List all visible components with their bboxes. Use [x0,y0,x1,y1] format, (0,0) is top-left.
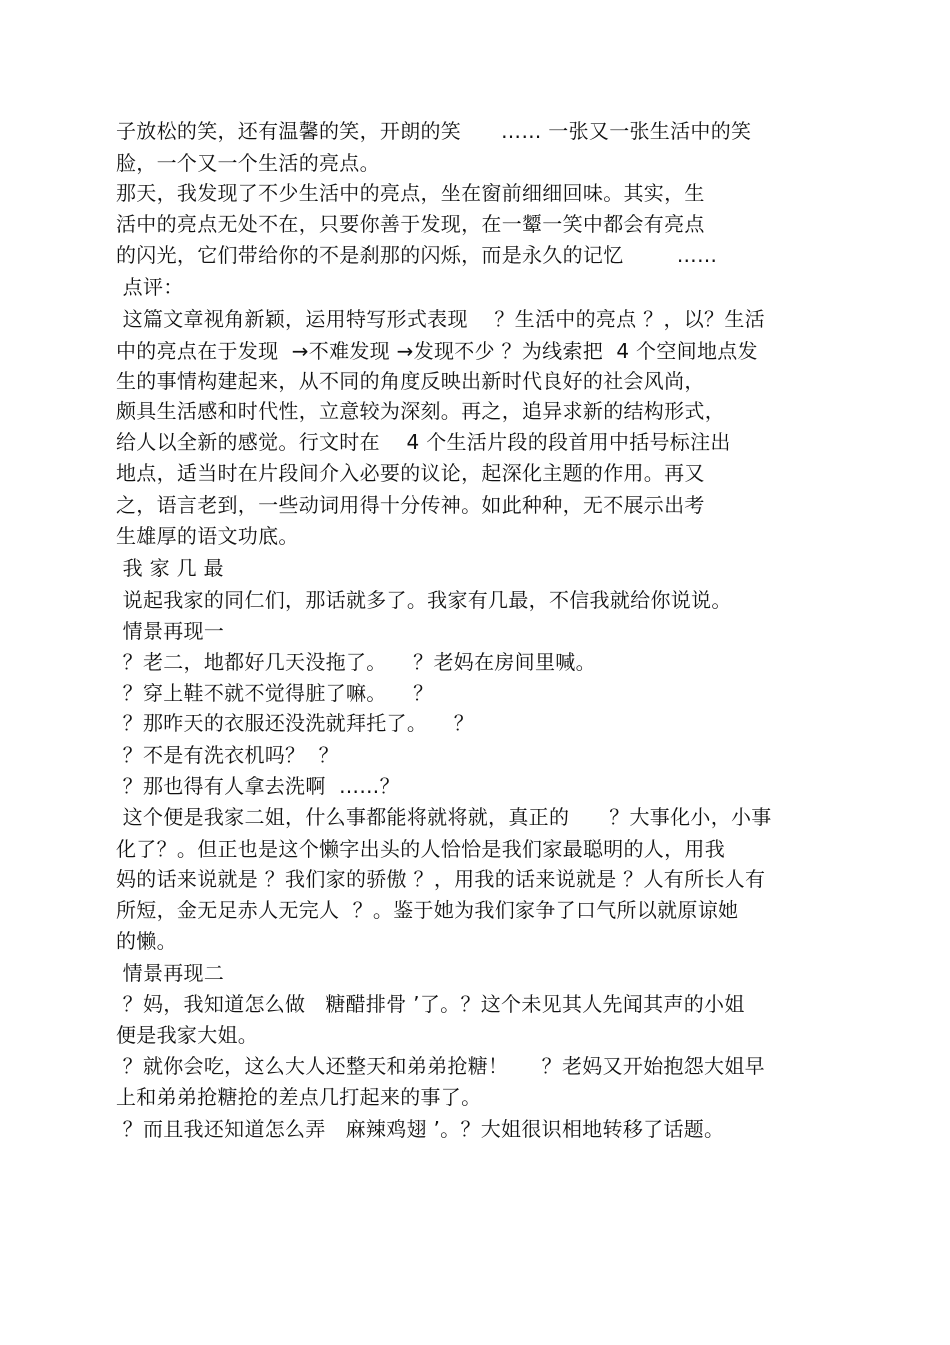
text-line: 所短，金无足赤人无完人 ？。鉴于她为我们家争了口气所以就原谅她 [116,898,739,922]
text-line: ？而且我还知道怎么弄 麻辣鸡翅 ’。？大姐很识相地转移了话题。 [116,1117,725,1141]
text-line: 子放松的笑，还有温馨的笑，开朗的笑 …… 一张又一张生活中的笑 [116,119,752,143]
text-line: 的闪光，它们带给你的不是刹那的闪烁，而是永久的记忆 …… [116,243,718,267]
section-heading: 情景再现一 [116,619,225,643]
text-line: 这个便是我家二姐，什么事都能将就将就，真正的 ？大事化小，小事 [116,805,772,829]
text-line: 脸，一个又一个生活的亮点。 [116,151,380,175]
text-line: 给人以全新的感觉。行文时在 4 个生活片段的段首用中括号标注出 [116,430,731,454]
text-line: 地点，适当时在片段间介入必要的议论，起深化主题的作用。再又 [116,461,705,485]
text-line: 化了？。但正也是这个懒字出头的人恰恰是我们家最聪明的人，用我 [116,837,725,861]
text-line: 活中的亮点无处不在，只要你善于发现，在一颦一笑中都会有亮点 [116,212,705,236]
text-line: 的懒。 [116,929,177,953]
text-line: ？妈，我知道怎么做 糖醋排骨 ’了。？这个未见其人先闻其声的小姐 [116,992,745,1016]
text-line: 妈的话来说就是 ？我们家的骄傲 ？，用我的话来说就是 ？人有所长人有 [116,867,766,891]
text-line: 说起我家的同仁们，那话就多了。我家有几最，不信我就给你说说。 [116,588,732,612]
text-line: ？穿上鞋不就不觉得脏了嘛。 ？ [116,681,434,705]
text-line: 生的事情构建起来，从不同的角度反映出新时代良好的社会风尚， [116,369,705,393]
text-line: 生雄厚的语文功底。 [116,524,299,548]
text-line: ？就你会吃，这么大人还整天和弟弟抢糖！ ？老妈又开始抱怨大姐早 [116,1054,765,1078]
section-heading: 情景再现二 [116,961,225,985]
text-line: ？那也得有人拿去洗啊 ……？ [116,774,400,798]
text-line: 便是我家大姐。 [116,1023,259,1047]
text-line: 上和弟弟抢糖抢的差点几打起来的事了。 [116,1085,482,1109]
text-line: 那天，我发现了不少生活中的亮点，坐在窗前细细回味。其实，生 [116,181,705,205]
text-line: ？不是有洗衣机吗？ ？ [116,743,339,767]
text-line: ？老二，地都好几天没拖了。 ？老妈在房间里喊。 [116,650,596,674]
text-line: ？那昨天的衣服还没洗就拜托了。 ？ [116,711,475,735]
text-line: 之，语言老到，一些动词用得十分传神。如此种种，无不展示出考 [116,493,705,517]
section-heading: 点评： [116,275,184,299]
essay-title: 我 家 几 最 [116,556,224,580]
text-line: 这篇文章视角新颖，运用特写形式表现 ？生活中的亮点 ？，以？生活 [116,307,765,331]
text-line: 中的亮点在于发现 →不难发现 →发现不少 ？为线索把 4 个空间地点发 [116,339,758,363]
text-line: 颇具生活感和时代性，立意较为深刻。再之，追异求新的结构形式， [116,399,725,423]
